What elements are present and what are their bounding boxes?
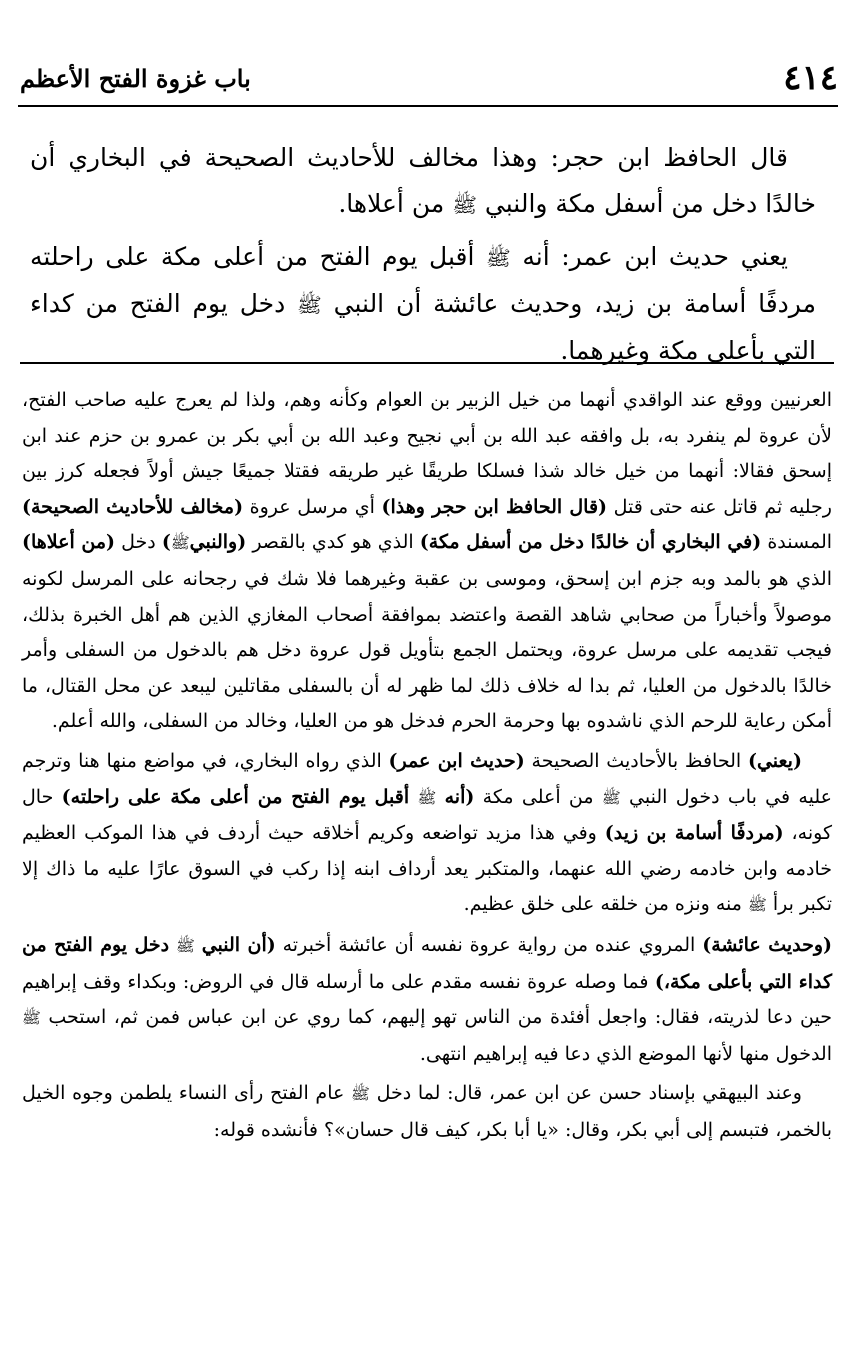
salawat-glyph: ﷺ [297, 293, 322, 317]
text-run: عام الفتح رأى النساء يلطمن وجوه الخيل بالخمر، فتبسم إلى أبي بكر، وقال: «يا أبا بكر، كيف قال حسان»؟ فأنشده قوله: [22, 1082, 832, 1141]
quoted-phrase: (أن النبي [201, 933, 276, 956]
text-run: من أعلاها. [338, 189, 445, 218]
text-run: الذي هو بالمد وبه جزم ابن إسحق، وموسى بن عقبة وغيرهما فلا شك في رجحانه على المرسل لكونه موصولاً وأخباراً من صحابي شاهد القصة واعتضد بموافقة أصحاب المغازي الذين هم أهل الخبرة بذلك، فيجب تقديمه على مرسل عروة، ويحتمل الجمع بتأويل قول عروة دخل هم بالدخول من السفلى وأمر خالدًا بالدخول من العليا، ثم بدا له خلاف ذلك لما ظهر له أن بالسفلى مقاتلين ليبعد عن محل القتال، ما أمكن رعاية للرحم الذي ناشدوه بها وحرمة الحرم فدخل هو من العليا، وخالد من السفلى، والله أعلم. [22, 567, 832, 733]
main-text [30, 135, 816, 380]
commentary-paragraph [22, 928, 832, 1072]
text-run: وعند البيهقي بإسناد حسن عن ابن عمر، قال: لما دخل [376, 1082, 802, 1105]
quoted-phrase: (مخالف للأحاديث الصحيحة) [22, 495, 244, 518]
page-number: ٤١٤ [783, 58, 838, 98]
text-run: المسندة [767, 531, 833, 554]
salawat-glyph: ﷺ [351, 1085, 370, 1104]
text-run: منه ونزه من خلقه على خلق عظيم. [463, 893, 742, 916]
commentary-text [22, 383, 832, 1152]
text-run: أي مرسل عروة [249, 495, 375, 518]
text-run: يعني حديث ابن عمر: أنه [522, 242, 788, 271]
quoted-phrase: دخل يوم الفتح من كداء التي بأعلى مكة،) [22, 933, 833, 993]
text-run: أقبل يوم الفتح من أعلى مكة على راحلته مردفًا أسامة بن زيد، وحديث عائشة أن النبي [30, 242, 816, 318]
text-run: الدخول منها لأنها الموضع الذي دعا فيه إبراهيم انتهى. [419, 1042, 832, 1065]
quoted-phrase: (والنبي [189, 531, 247, 554]
text-run: حال كونه، [22, 785, 832, 845]
text-run: الذي هو كدي بالقصر [252, 531, 414, 554]
header-rule [18, 105, 838, 107]
quoted-phrase: (في البخاري أن خالدًا دخل من أسفل مكة) [419, 531, 762, 554]
quoted-phrase: (مردفًا أسامة بن زيد) [604, 822, 784, 845]
text-run: فما وصله عروة نفسه مقدم على ما أرسله قال في الروض: وبكداء وقف إبراهيم حين دعا لذريته، فقال: واجعل أفئدة من الناس تهو إليهم، كما روي عن ابن عباس فمن ثم، استحب [22, 970, 832, 1029]
text-run: المروي عنده من رواية عروة نفسه أن عائشة أخبرته [282, 933, 696, 956]
commentary-paragraph [22, 383, 832, 740]
quoted-phrase: (أنه [444, 785, 475, 808]
text-run: دخل [121, 531, 156, 554]
quoted-phrase: ) [161, 531, 171, 554]
section-divider [20, 362, 834, 364]
main-paragraph [30, 135, 816, 228]
salawat-glyph: ﷺ [22, 1009, 41, 1028]
text-run: قال الحافظ ابن حجر: وهذا مخالف للأحاديث الصحيحة في البخاري أن خالدًا دخل من أسفل مكة والنبي [30, 143, 816, 218]
text-run: الحافظ بالأحاديث الصحيحة [531, 749, 742, 772]
text-run: العرنيين ووقع عند الواقدي أنهما من خيل الزبير بن العوام وكأنه وهم، ولذا لم يعرج عليه صاحب الفتح، لأن عروة لم ينفرد به، بل وافقه عبد الله بن أبي نجيح وعبد الله بن أبي بكر بن عمرو بن حزم عند ابن إسحق فقالا: أنهما من خيل خالد شذا فسلكا طريقًا غير طريقه فقتلا جميعًا جيش أولاً فجعله كرز بين رجليه ثم قاتل عنه حتى قتل [22, 389, 832, 518]
salawat-glyph: ﷺ [748, 896, 767, 915]
salawat-glyph: ﷺ [486, 246, 511, 270]
commentary-paragraph [22, 1076, 832, 1148]
salawat-glyph: ﷺ [417, 788, 437, 807]
page-header [20, 58, 838, 98]
salawat-glyph: ﷺ [452, 193, 477, 217]
quoted-phrase: (قال الحافظ ابن حجر وهذا) [381, 495, 608, 518]
quoted-phrase: (يعني) [747, 749, 802, 772]
main-paragraph [30, 234, 816, 374]
text-run: دخل يوم الفتح من كداء التي بأعلى مكة وغيرهما. [30, 289, 816, 365]
chapter-title: باب غزوة الفتح الأعظم [20, 63, 251, 93]
text-run: الذي رواه البخاري، في مواضع منها هنا وترجم عليه في باب دخول النبي [22, 749, 832, 808]
quoted-phrase: (حديث ابن عمر) [388, 749, 525, 772]
quoted-phrase: (من أعلاها) [22, 531, 116, 554]
text-run: وفي هذا مزيد تواضعه وكريم أخلاقه حيث أردف في هذا الموكب العظيم خادمه وابن خادمه رضي الله عنهما، والمتكبر يعد أرداف ابنه إذا ركب في السوق عارًا عليه ما ذاك إلا تكبر برأ [22, 822, 832, 916]
commentary-paragraph [22, 744, 832, 924]
salawat-glyph: ﷺ [601, 788, 621, 807]
quoted-phrase: (وحديث عائشة) [702, 933, 833, 956]
salawat-glyph: ﷺ [175, 936, 195, 955]
text-run: من أعلى مكة [482, 785, 594, 808]
quoted-phrase: أقبل يوم الفتح من أعلى مكة على راحلته) [61, 785, 410, 808]
salawat-glyph: ﷺ [170, 534, 190, 553]
